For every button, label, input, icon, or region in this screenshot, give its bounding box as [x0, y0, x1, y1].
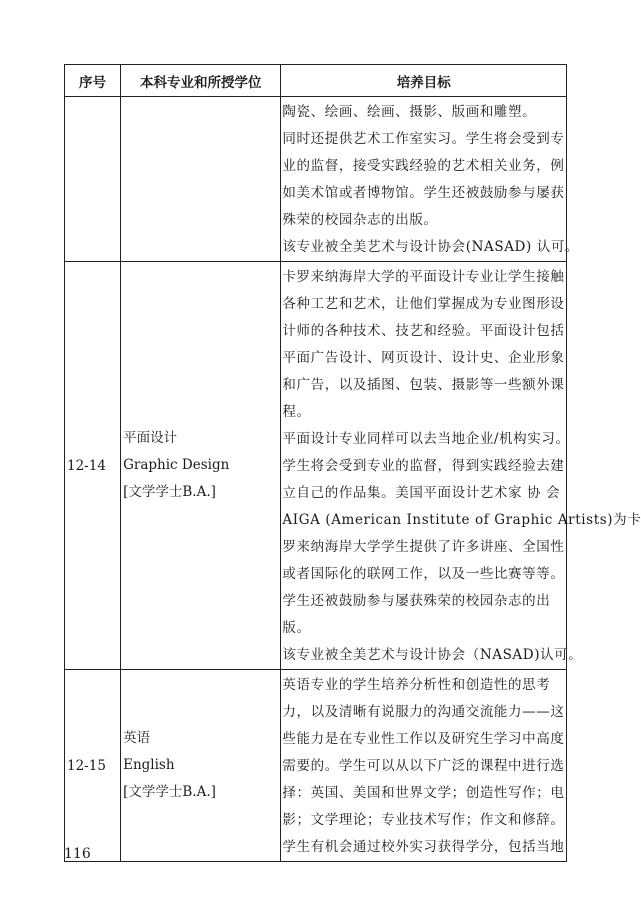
row-major	[121, 262, 281, 670]
goal-line: 程。	[282, 404, 311, 420]
major-line: [文学学士B.A.]	[123, 784, 216, 800]
goal-line: 版。	[282, 620, 311, 636]
goal-line: 平面设计专业同样可以去当地企业/机构实习。	[282, 431, 570, 447]
goal-line: 业的监督，接受实践经验的艺术相关业务，例	[282, 158, 565, 174]
goal-line: 学生有机会通过校外实习获得学分，包括当地	[282, 839, 565, 855]
table-row	[65, 670, 567, 862]
goal-line: 该专业被全美艺术与设计协会（NASAD)认可。	[282, 647, 583, 663]
row-index: 12-14	[65, 262, 121, 670]
goal-line: 同时还提供艺术工作室实习。学生将会受到专	[282, 131, 565, 147]
goal-line: 学生还被鼓励参与屡获殊荣的校园杂志的出	[282, 593, 551, 609]
goal-line: 择：英国、美国和世界文学；创造性写作；电	[282, 785, 565, 801]
goal-line: 该专业被全美艺术与设计协会(NASAD) 认可。	[282, 239, 580, 255]
header-index: 序号	[65, 65, 121, 97]
table-row	[65, 97, 567, 262]
row-major	[121, 97, 281, 262]
page-number: 116	[64, 846, 91, 862]
major-line: 英语	[123, 730, 151, 746]
goal-line: 力，以及清晰有说服力的沟通交流能力——这	[282, 704, 565, 720]
goal-line: 或者国际化的联网工作，以及一些比赛等等。	[282, 566, 565, 582]
goal-line: 英语专业的学生培养分析性和创造性的思考	[282, 677, 551, 693]
major-line: [文学学士B.A.]	[123, 484, 216, 500]
goal-line: 卡罗来纳海岸大学的平面设计专业让学生接触	[282, 269, 565, 285]
goal-line: 学生将会受到专业的监督，得到实践经验去建	[282, 458, 565, 474]
goal-line: 殊荣的校园杂志的出版。	[282, 212, 438, 228]
goal-line: AIGA (American Institute of Graphic Artists)为卡	[282, 512, 641, 528]
goal-line: 立自己的作品集。美国平面设计艺术家 协 会	[282, 485, 561, 501]
goal-line: 需要的。学生可以从以下广泛的课程中进行选	[282, 758, 565, 774]
major-line: 平面设计	[123, 430, 178, 446]
goal-line: 平面广告设计、网页设计、设计史、企业形象	[282, 350, 565, 366]
goal-line: 各种工艺和艺术，让他们掌握成为专业图形设	[282, 296, 565, 312]
major-line: Graphic Design	[123, 457, 230, 473]
goal-line: 计师的各种技术、技艺和经验。平面设计包括	[282, 323, 565, 339]
table-row	[65, 262, 567, 670]
row-goal	[281, 97, 580, 262]
goal-line: 罗来纳海岸大学学生提供了许多讲座、全国性	[282, 539, 565, 555]
header-major: 本科专业和所授学位	[121, 65, 281, 97]
goal-line: 些能力是在专业性工作以及研究生学习中高度	[282, 731, 565, 747]
major-line: English	[123, 757, 175, 773]
goal-line: 影；文学理论；专业技术写作；作文和修辞。	[282, 812, 565, 828]
table-header-row	[65, 65, 567, 97]
goal-line: 和广告，以及插图、包装、摄影等一些额外课	[282, 377, 565, 393]
goal-line: 如美术馆或者博物馆。学生还被鼓励参与屡获	[282, 185, 565, 201]
row-index: 12-15	[65, 670, 121, 862]
row-goal	[281, 670, 567, 862]
goal-line: 陶瓷、绘画、绘画、摄影、版画和雕塑。	[282, 104, 537, 120]
header-goal: 培养目标	[281, 65, 567, 97]
row-index	[65, 97, 121, 262]
row-goal	[281, 262, 641, 670]
row-major	[121, 670, 281, 862]
majors-table	[64, 64, 641, 862]
